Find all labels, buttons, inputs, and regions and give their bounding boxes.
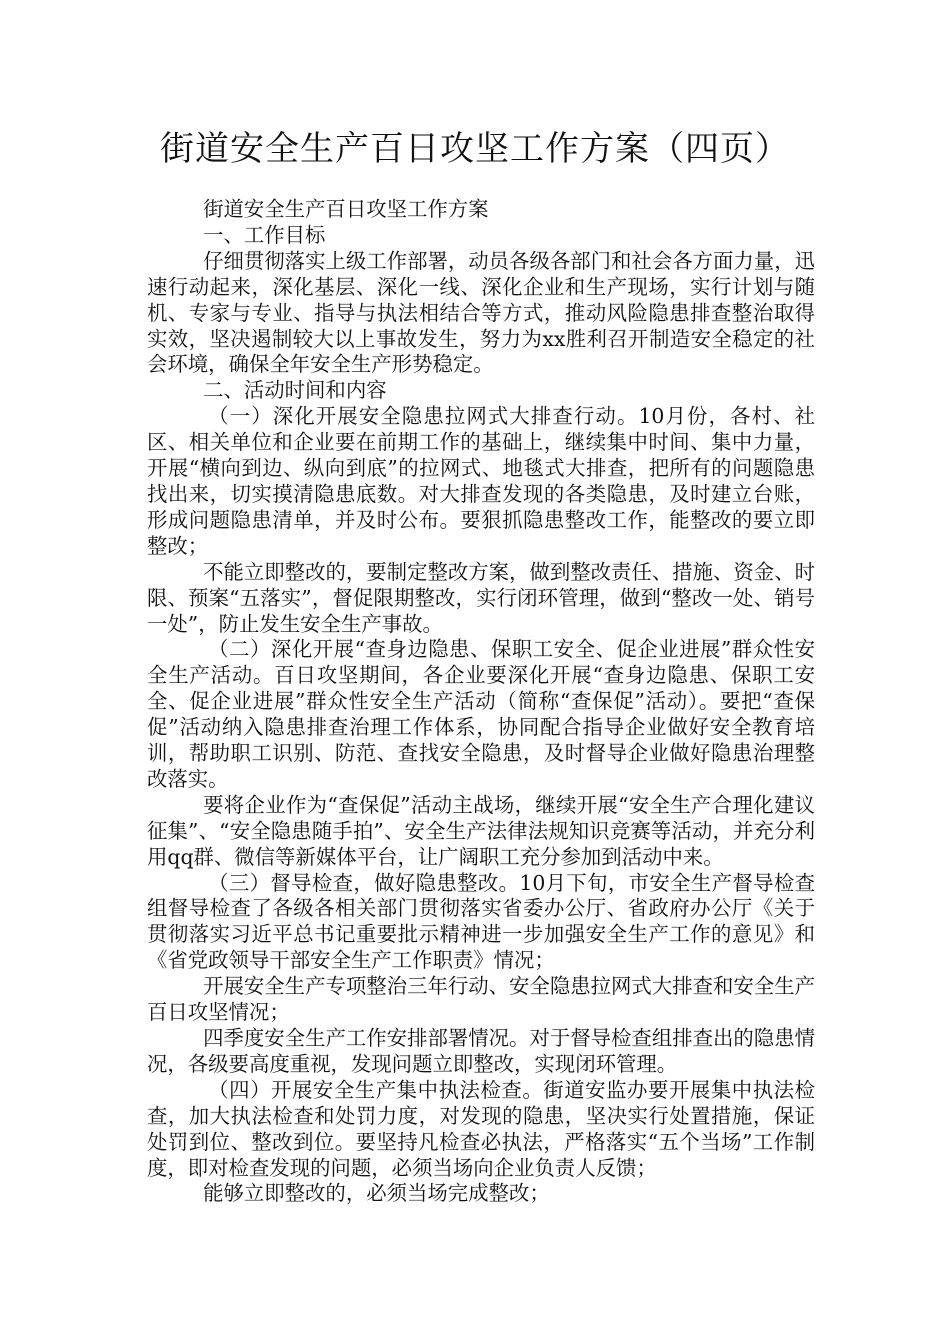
paragraph: 不能立即整改的，要制定整改方案，做到整改责任、措施、资金、时限、预案“五落实”，督促限期整改，实行闭环管理，做到“整改一处、销号一处”，防止发生安全生产事故。 bbox=[147, 559, 815, 636]
paragraph: （一）深化开展安全隐患拉网式大排查行动。10月份，各村、社区、相关单位和企业要在前期工作的基础上，继续集中时间、集中力量，开展“横向到边、纵向到底”的拉网式、地毯式大排查，把所有的问题隐患找出来，切实摸清隐患底数。对大排查发现的各类隐患，及时建立台账，形成问题隐患清单，并及时公布。要狠抓隐患整改工作，能整改的要立即整改； bbox=[147, 404, 815, 558]
section-heading-activities: 二、活动时间和内容 bbox=[203, 378, 387, 403]
paragraph: 开展安全生产专项整治三年行动、安全隐患拉网式大排查和安全生产百日攻坚情况； bbox=[147, 974, 815, 1025]
document-title: 街道安全生产百日攻坚工作方案（四页） bbox=[160, 129, 790, 169]
paragraph: 能够立即整改的，必须当场完成整改； bbox=[203, 1181, 550, 1206]
paragraph: （二）深化开展“查身边隐患、保职工安全、促企业进展”群众性安全生产活动。百日攻坚期间，各企业要深化开展“查身边隐患、保职工安全、促企业进展”群众性安全生产活动（简称“查保促”活动）。要把“查保促”活动纳入隐患排查治理工作体系，协同配合指导企业做好安全教育培训，帮助职工识别、防范、查找安全隐患，及时督导企业做好隐患治理整改落实。 bbox=[147, 637, 815, 791]
paragraph: 要将企业作为“查保促”活动主战场，继续开展“安全生产合理化建议征集”、“安全隐患随手拍”、安全生产法律法规知识竞赛等活动，并充分利用qq群、微信等新媒体平台，让广阔职工充分参加到活动中来。 bbox=[147, 792, 815, 869]
document-body bbox=[147, 197, 815, 1207]
paragraph: 仔细贯彻落实上级工作部署，动员各级各部门和社会各方面力量，迅速行动起来，深化基层、深化一线、深化企业和生产现场，实行计划与随机、专家与专业、指导与执法相结合等方式，推动风险隐患排查整治取得实效，坚决遏制较大以上事故发生，努力为xx胜利召开制造安全稳定的社会环境，确保全年安全生产形势稳定。 bbox=[147, 248, 815, 377]
doc-subtitle: 街道安全生产百日攻坚工作方案 bbox=[203, 197, 489, 221]
paragraph: （三）督导检查，做好隐患整改。10月下旬，市安全生产督导检查组督导检查了各级各相关部门贯彻落实省委办公厅、省政府办公厅《关于贯彻落实习近平总书记重要批示精神进一步加强安全生产工作的意见》和《省党政领导干部安全生产工作职责》情况； bbox=[147, 870, 815, 973]
paragraph: （四）开展安全生产集中执法检查。街道安监办要开展集中执法检查，加大执法检查和处罚力度，对发现的隐患，坚决实行处置措施，保证处罚到位、整改到位。要坚持凡检查必执法，严格落实“五个当场”工作制度，即对检查发现的问题，必须当场向企业负责人反馈； bbox=[147, 1077, 815, 1180]
paragraph: 四季度安全生产工作安排部署情况。对于督导检查组排查出的隐患情况，各级要高度重视，发现问题立即整改，实现闭环管理。 bbox=[147, 1026, 815, 1076]
section-heading-goal: 一、工作目标 bbox=[203, 222, 326, 247]
